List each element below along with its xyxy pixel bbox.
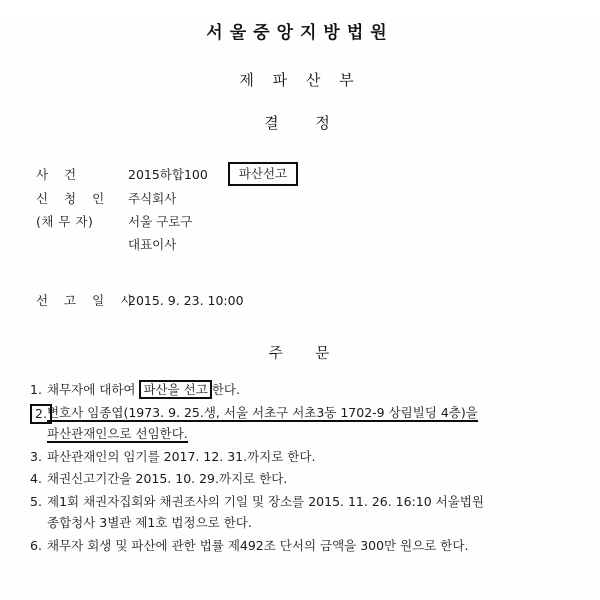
field-value-debtor: 서울 구로구 [128, 214, 193, 229]
list-item [30, 491, 576, 534]
list-item [30, 535, 576, 557]
item1-boxed-text: 파산을 선고 [139, 380, 211, 399]
case-fields [0, 163, 600, 256]
declaration-datetime [0, 290, 600, 312]
item-text [47, 379, 576, 401]
document-page [0, 18, 600, 600]
item2-line1 [47, 402, 576, 424]
field-row-declaration [36, 290, 600, 312]
document-kind-title: 결 정 [264, 114, 346, 132]
trustee-name: 변호사 임종엽 [47, 404, 124, 420]
item1-pre-text: 채무자에 대하여 [47, 382, 140, 397]
item-number [30, 402, 47, 424]
item1-post-text: 한다. [211, 382, 240, 397]
trustee-details: (1973. 9. 25.생, 서울 서초구 서초3동 1702-9 상림빌딩 4층)을 [123, 404, 478, 420]
field-value-declaration: 2015. 9. 23. 10:00 [128, 293, 244, 308]
field-row-debtor [36, 210, 600, 233]
field-row-representative [36, 233, 600, 256]
item2-line2 [47, 423, 576, 445]
field-label-declaration: 선 고 일 시 [36, 293, 139, 308]
field-value-case [128, 163, 298, 187]
list-item [30, 446, 576, 468]
trustee-appointment-text: 파산관재인으로 선임한다. [47, 426, 188, 441]
item2-number-box: 2. [30, 404, 52, 424]
list-item [30, 402, 576, 445]
case-type-box: 파산선고 [228, 162, 298, 186]
item-text: 파산관재인의 임기를 2017. 12. 31.까지로 한다. [47, 448, 316, 464]
field-row-applicant [36, 187, 600, 210]
item-text [47, 402, 576, 445]
order-items-list [0, 379, 600, 556]
court-title: 서울중앙지방법원 [206, 23, 394, 43]
item5-line2: 종합청사 3별관 제1호 법정으로 한다. [47, 515, 252, 530]
item-number: 4. [30, 471, 42, 486]
list-item [30, 468, 576, 490]
list-item [30, 379, 576, 401]
main-heading: 주 문 [268, 346, 344, 362]
field-value-representative: 대표이사 [128, 237, 177, 252]
item-number: 5. [30, 493, 42, 509]
case-number: 2015하합100 [128, 167, 208, 182]
item-number: 6. [30, 537, 42, 553]
field-value-applicant: 주식회사 [128, 191, 177, 206]
item-text [47, 491, 576, 534]
item5-line1: 제1회 채권자집회와 채권조사의 기일 및 장소를 2015. 11. 26. 16:10 서울법원 [47, 493, 484, 509]
department-title: 제 파 산 부 [239, 71, 361, 89]
item-number: 1. [30, 382, 42, 397]
item-text: 채권신고기간을 2015. 10. 29.까지로 한다. [47, 471, 288, 486]
item-number: 3. [30, 448, 42, 464]
item-text: 채무자 회생 및 파산에 관한 법률 제492조 단서의 금액을 300만 원으로 한다. [47, 537, 469, 553]
field-label-debtor: (채 무 자) [36, 214, 94, 229]
field-label-case: 사 건 [36, 167, 83, 182]
field-row-case [36, 163, 600, 187]
field-label-applicant: 신 청 인 [36, 191, 111, 206]
